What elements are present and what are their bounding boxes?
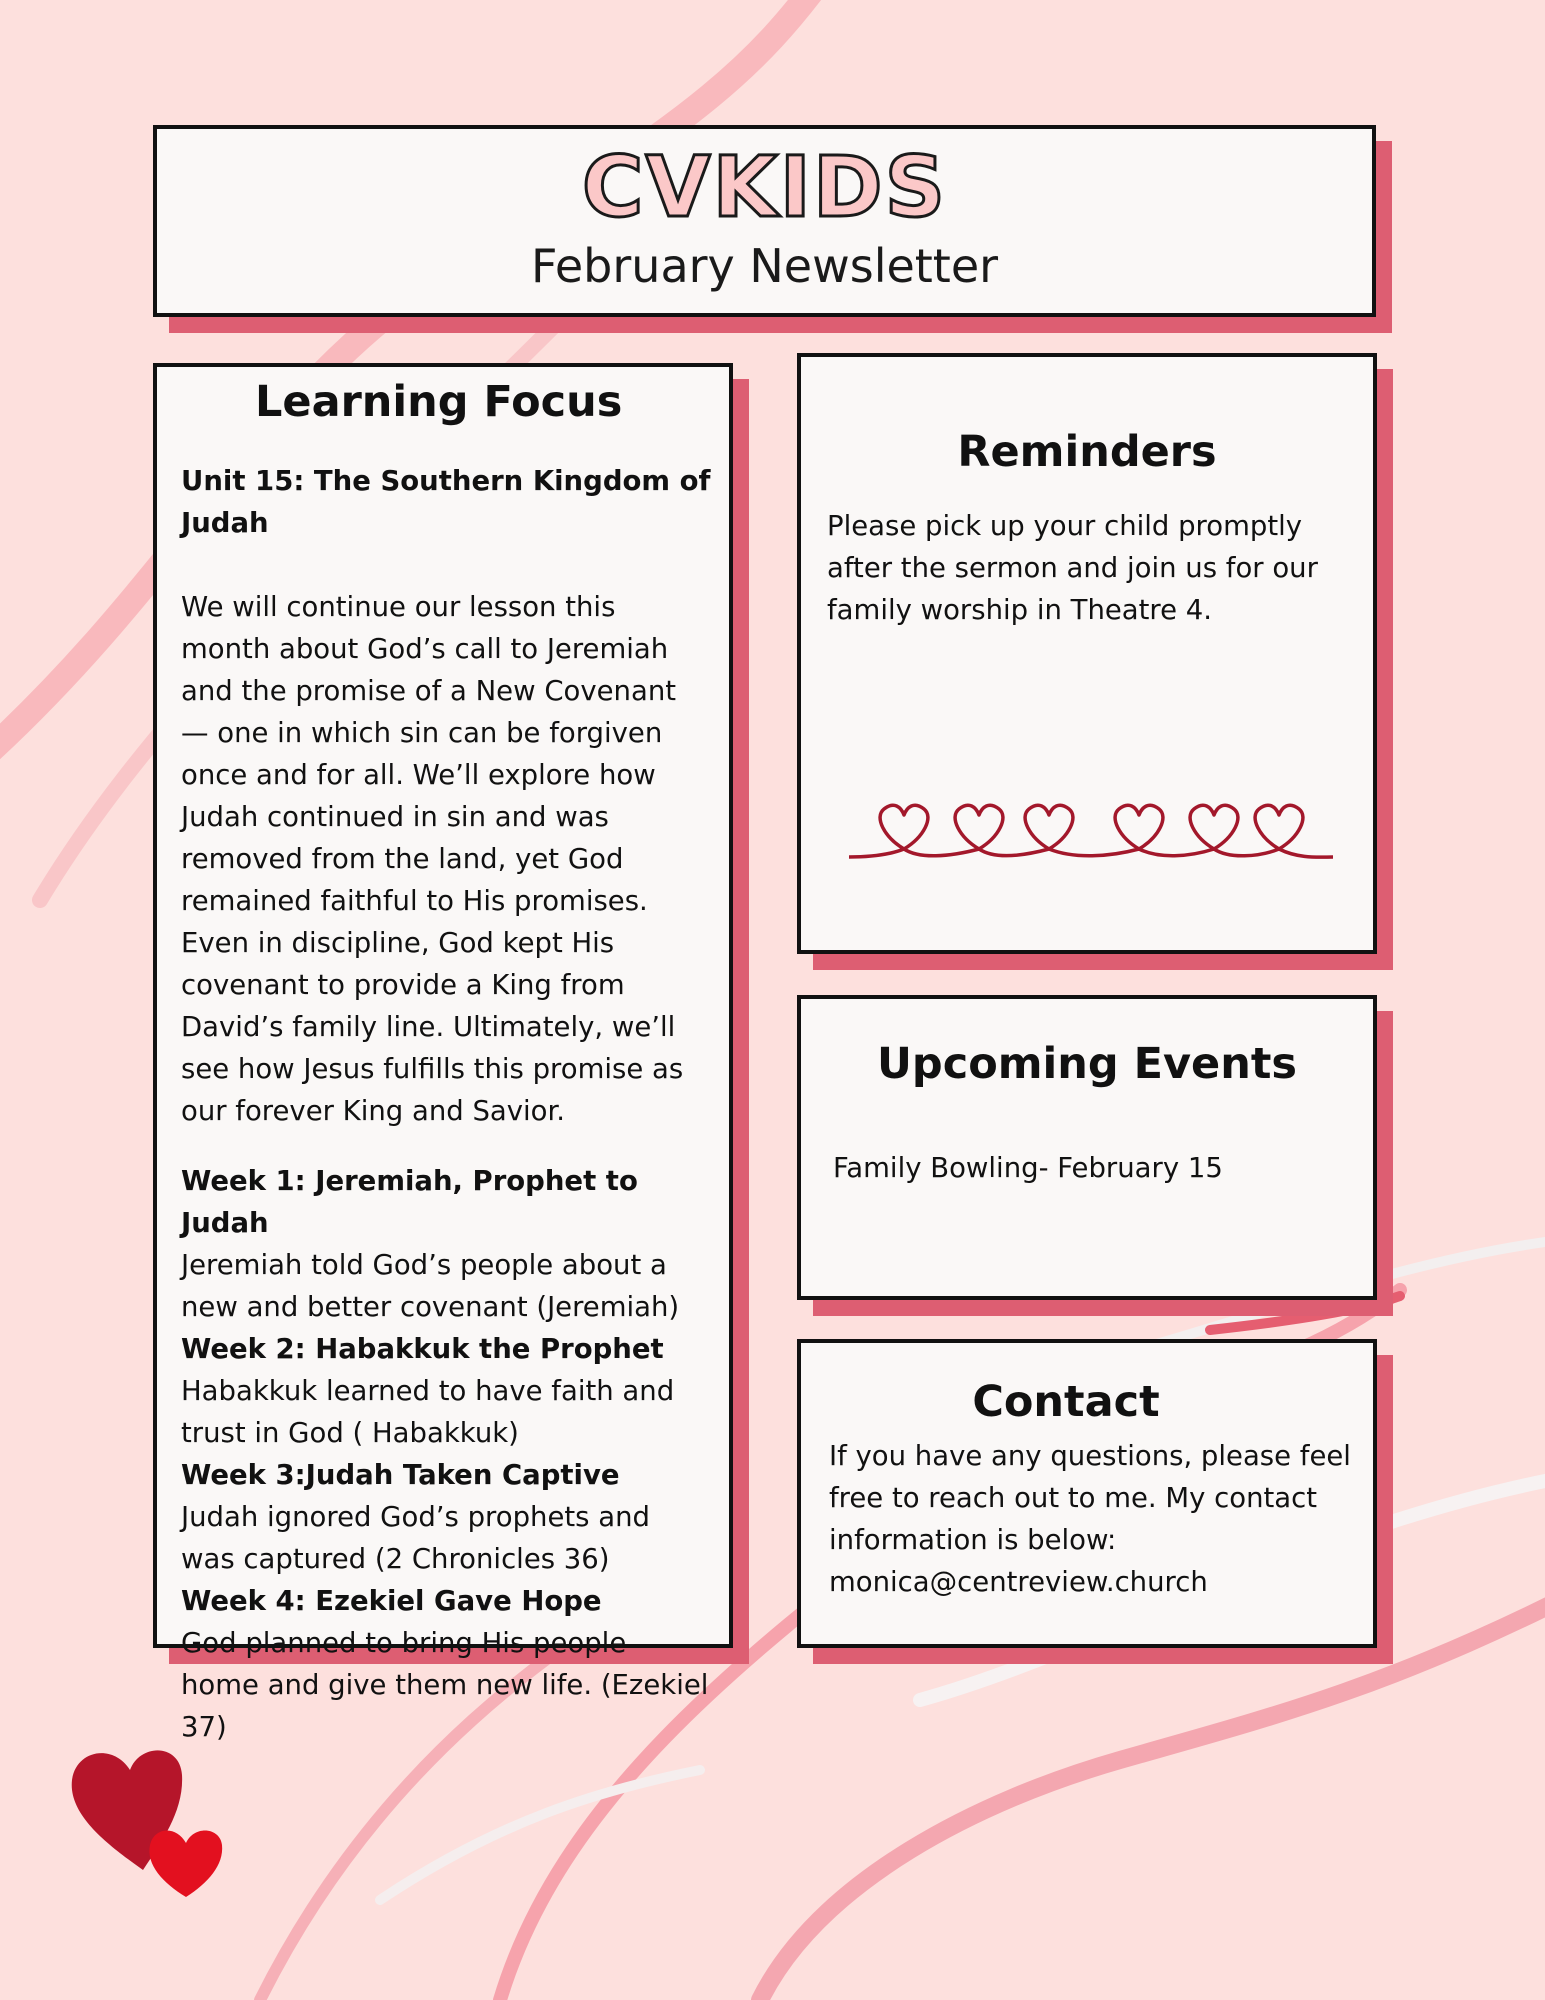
newsletter-subtitle: February Newsletter (530, 239, 999, 293)
contact-card (797, 1339, 1377, 1648)
upcoming-events-card (797, 995, 1377, 1300)
unit-title: Unit 15: The Southern Kingdom of Judah (181, 465, 711, 539)
contact-message: If you have any questions, please feel free to reach out to me. My contact information is below: (829, 1440, 1351, 1556)
hearts-decoration (68, 1735, 248, 1905)
contact-heading: Contact (972, 1377, 1160, 1427)
week-title: Week 1: Jeremiah, Prophet to Judah (181, 1165, 638, 1239)
contact-email-link[interactable]: monica@centreview.church (829, 1566, 1208, 1598)
learning-focus-heading: Learning Focus (255, 377, 623, 427)
week-title: Week 4: Ezekiel Gave Hope (181, 1585, 602, 1617)
week-description: Judah ignored God’s prophets and was captured (2 Chronicles 36) (181, 1501, 650, 1575)
week-title: Week 3:Judah Taken Captive (181, 1459, 620, 1491)
learning-paragraph: We will continue our lesson this month about God’s call to Jeremiah and the promise of a New Covenant — one in which sin can be forgiven once and for all. We’ll explore how Judah continued in sin and was removed from the land, yet God remained faithful to His promises. Even in discipline, God kept His covenant to provide a King from David’s family line. Ultimately, we’ll see how Jesus fulfills this promise as our forever King and Savior. (181, 591, 684, 1127)
heart-icon (149, 1830, 222, 1897)
week-description: Jeremiah told God’s people about a new and better covenant (Jeremiah) (181, 1249, 680, 1323)
title-card (153, 125, 1376, 317)
weeks-list (181, 1160, 711, 1748)
contact-text (829, 1435, 1364, 1603)
event-item: Family Bowling- February 15 (833, 1152, 1223, 1184)
reminders-card (797, 353, 1377, 954)
week-title: Week 2: Habakkuk the Prophet (181, 1333, 664, 1365)
reminders-heading: Reminders (957, 427, 1217, 477)
reminders-text: Please pick up your child promptly after the sermon and join us for our family worship in Theatre 4. (827, 510, 1318, 626)
events-heading: Upcoming Events (877, 1039, 1297, 1089)
heart-line-decoration (849, 797, 1333, 867)
brand-title: CVKIDS (581, 138, 948, 236)
week-description: God planned to bring His people home and give them new life. (Ezekiel 37) (181, 1627, 709, 1743)
week-description: Habakkuk learned to have faith and trust in God ( Habakkuk) (181, 1375, 675, 1449)
learning-focus-card (153, 363, 733, 1743)
